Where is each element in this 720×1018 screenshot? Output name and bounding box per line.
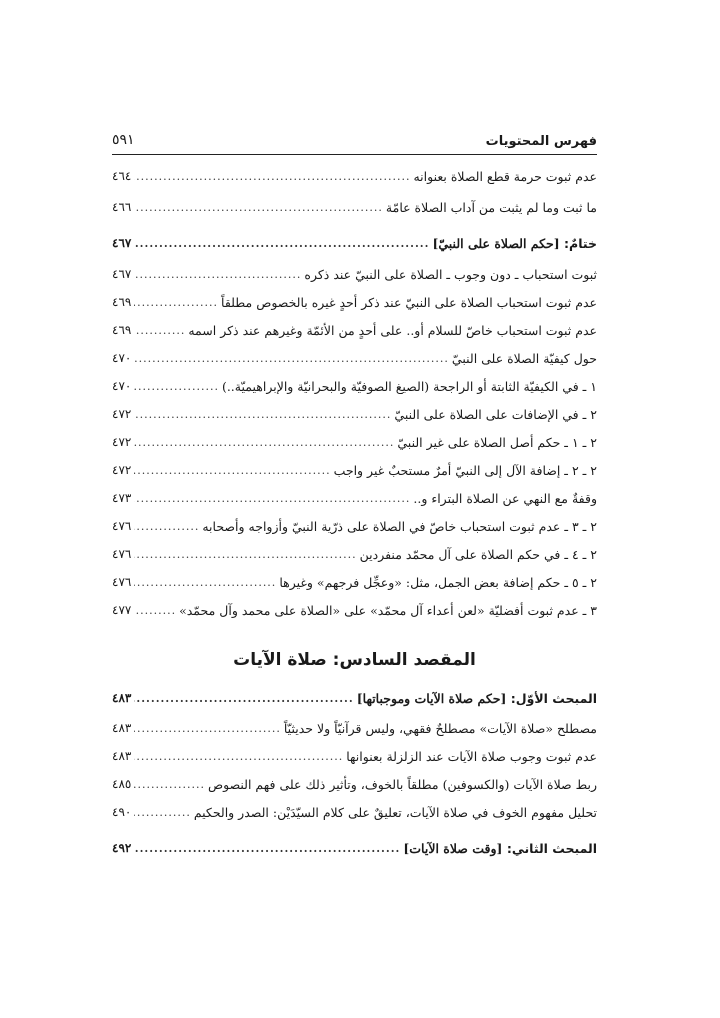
toc-entry: ما ثبت وما لم يثبت من آداب الصلاة عامّة ..... ٤٦٦ — [112, 195, 597, 219]
header-rule — [112, 154, 597, 155]
toc-heading-mabhath-1: المبحث الأوّل: [حكم صلاة الآيات وموجباتها] ..... ٤٨٣ — [112, 686, 597, 710]
toc-entry: مصطلح «صلاة الآيات» مصطلحٌ فقهي، وليس قرآنيّاً ولا حديثيّاً ..... ٤٨٣ — [112, 716, 597, 740]
toc-entry: ١ ـ في الكيفيّة الثابتة أو الراجحة (الصيغ الصوفيّة والبحرانيّة والإبراهيميّة..) ..... ٤٧٠ — [112, 374, 597, 398]
toc-entry: ربط صلاة الآيات (والكسوفين) مطلقاً بالخوف، وتأثير ذلك على فهم النصوص ..... ٤٨٥ — [112, 772, 597, 796]
toc-entry: عدم ثبوت استحباب خاصّ للسلام أو.. على أحدٍ من الأئمّة وغيرهم عند ذكر اسمه ..... ٤٦٩ — [112, 318, 597, 342]
toc-entry: ٢ ـ في الإضافات على الصلاة على النبيّ ..... ٤٧٢ — [112, 402, 597, 426]
toc-entry: ٢ ـ ٥ ـ حكم إضافة بعض الجمل، مثل: «وعجِّل فرجهم» وغيرها ..... ٤٧٦ — [112, 570, 597, 594]
toc-entry: ٣ ـ عدم ثبوت أفضليّة «لعن أعداء آل محمّد» على «الصلاة على محمد وآل محمّد» ..... ٤٧٧ — [112, 598, 597, 622]
running-title: فهرس المحتويات — [485, 134, 597, 149]
toc-heading-khitam: ختامٌ: [حكم الصلاة على النبيّ] ..... ٤٦٧ — [112, 231, 597, 255]
toc-entry: ٢ ـ ١ ـ حكم أصل الصلاة على غير النبيّ ..... ٤٧٢ — [112, 430, 597, 454]
toc-entry: عدم ثبوت وجوب صلاة الآيات عند الزلزلة بعنوانها ..... ٤٨٣ — [112, 744, 597, 768]
toc-entry: حول كيفيّة الصلاة على النبيّ ..... ٤٧٠ — [112, 346, 597, 370]
toc-page — [112, 0, 597, 1018]
toc-entry: ٢ ـ ٣ ـ عدم ثبوت استحباب خاصّ في الصلاة على ذرّية النبيّ وأزواجه وأصحابه ..... ٤٧٦ — [112, 514, 597, 538]
toc-heading-mabhath-2: المبحث الثاني: [وقت صلاة الآيات] ..... ٤٩٢ — [112, 836, 597, 860]
section-title: المقصد السادس: صلاة الآيات — [233, 650, 476, 670]
toc-entry: عدم ثبوت حرمة قطع الصلاة بعنوانه ..... ٤٦٤ — [112, 164, 597, 188]
toc-entry: عدم ثبوت استحباب الصلاة على النبيّ عند ذكر أحدٍ غيره بالخصوص مطلقاً ..... ٤٦٩ — [112, 290, 597, 314]
toc-entry: ٢ ـ ٢ ـ إضافة الآل إلى النبيّ أمرٌ مستحبٌ غير واجب ..... ٤٧٢ — [112, 458, 597, 482]
toc-entry: تحليل مفهوم الخوف في صلاة الآيات، تعليقٌ على كلام السيّدَيْن: الصدر والحكيم ..... ٤٩٠ — [112, 800, 597, 824]
page-header — [112, 128, 597, 156]
page-number: ٥٩١ — [112, 132, 135, 148]
toc-entry: وقفةٌ مع النهي عن الصلاة البتراء و.. ..... ٤٧٣ — [112, 486, 597, 510]
toc-entry: ثبوت استحباب ـ دون وجوب ـ الصلاة على النبيّ عند ذكره ..... ٤٦٧ — [112, 262, 597, 286]
toc-entry: ٢ ـ ٤ ـ في حكم الصلاة على آل محمّد منفردين ..... ٤٧٦ — [112, 542, 597, 566]
